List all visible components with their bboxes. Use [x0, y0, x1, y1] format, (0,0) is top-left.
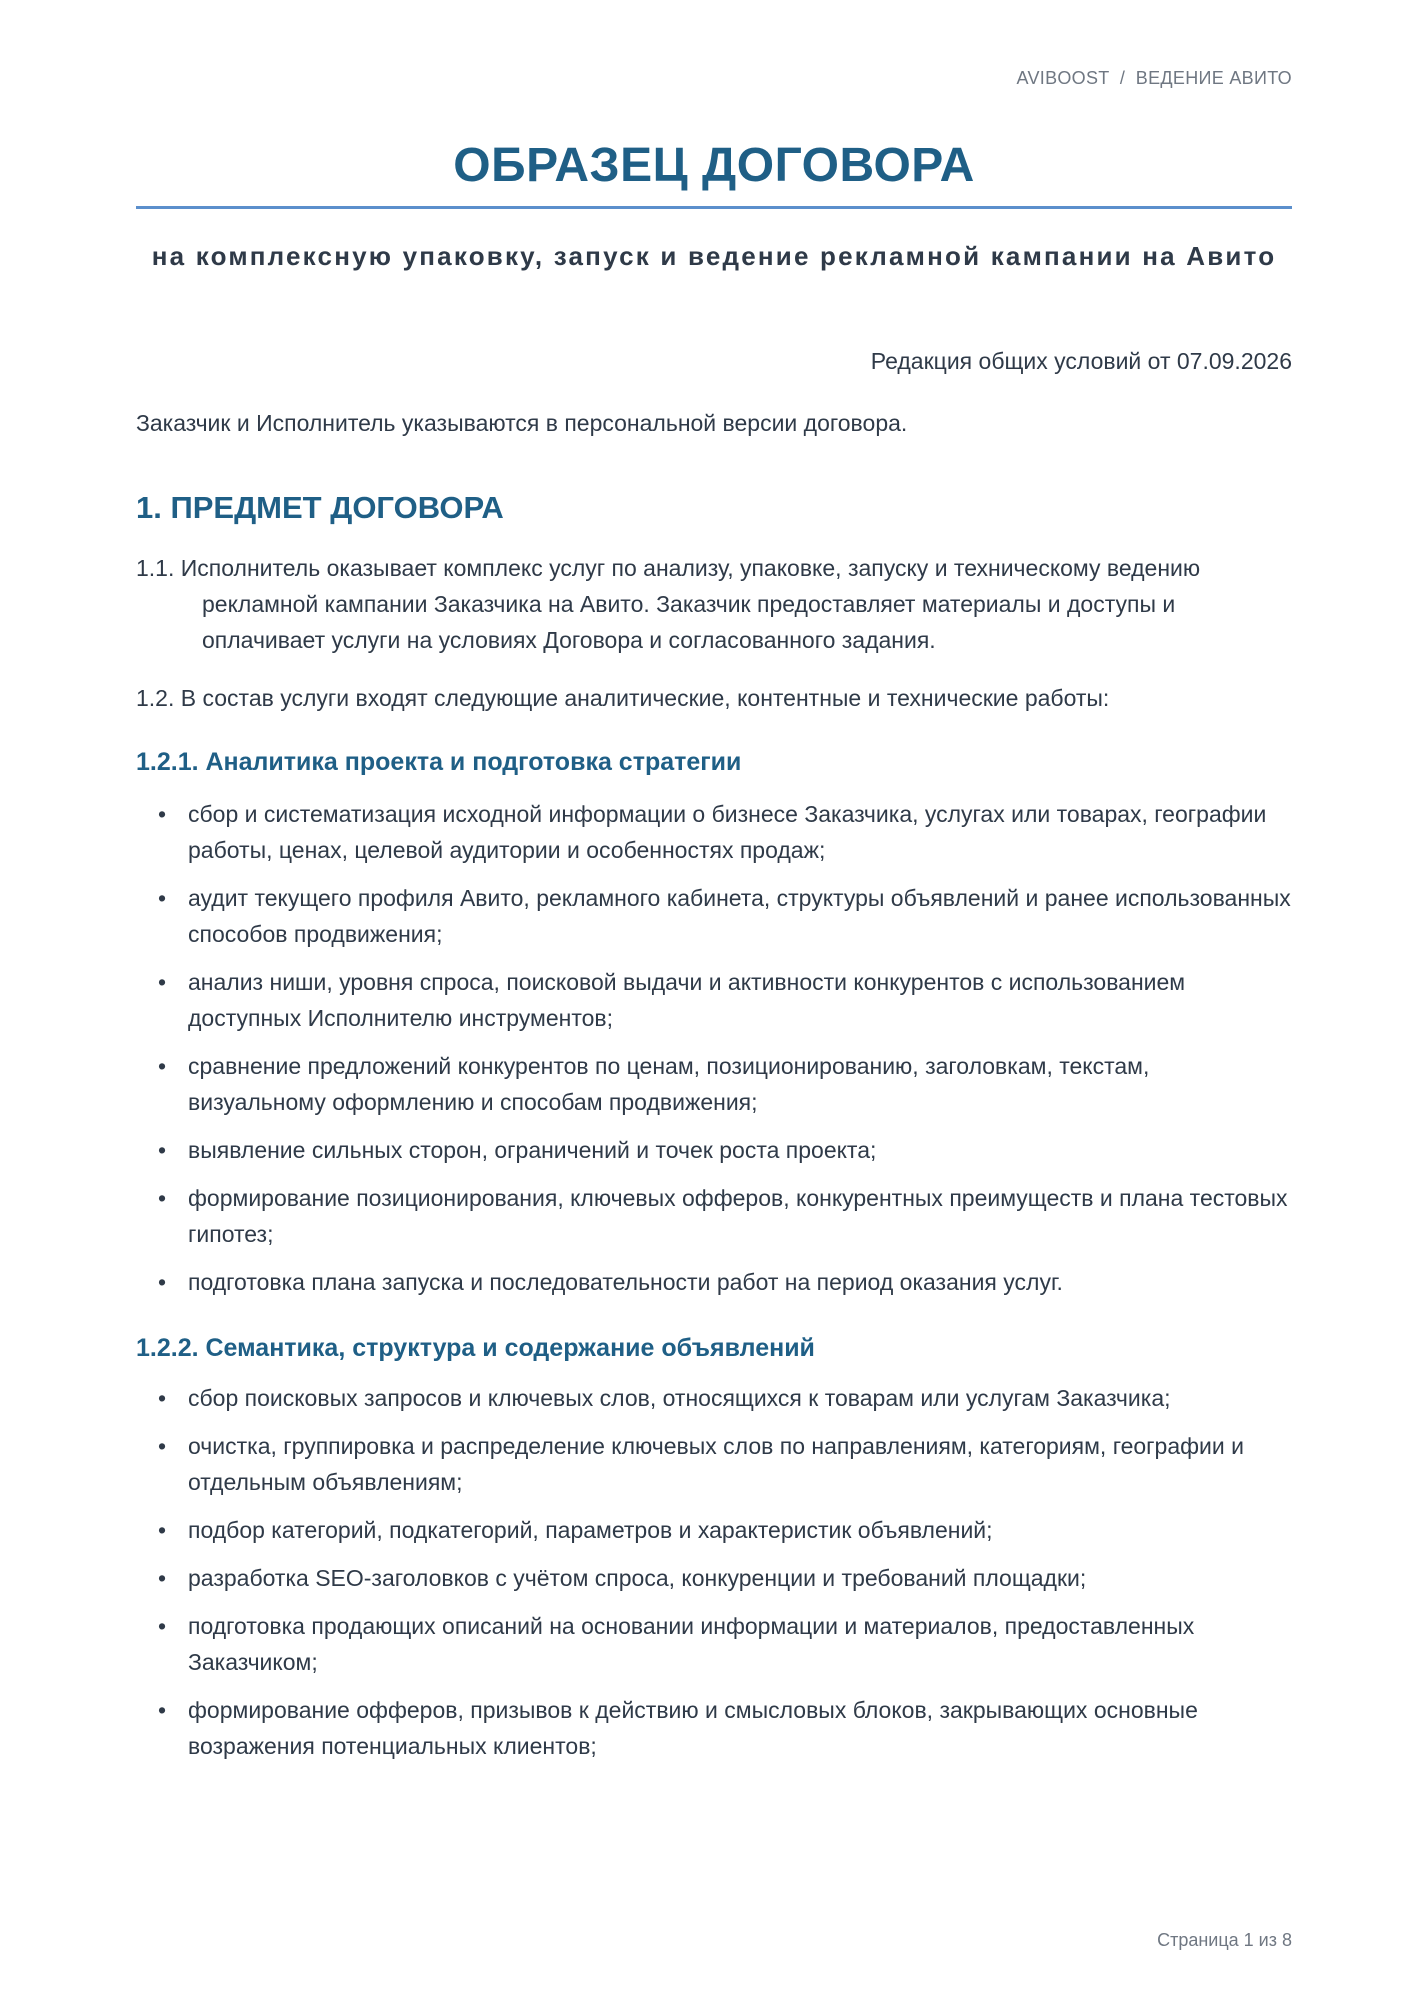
list-item-text: аудит текущего профиля Авито, рекламного кабинета, структуры объявлений и ранее использованных способов продвижения; — [188, 885, 1291, 947]
list-item — [136, 1608, 1292, 1680]
subsection-heading-analytics: 1.2.1. Аналитика проекта и подготовка стратегии — [136, 748, 742, 776]
bullet-icon: • — [158, 1613, 167, 1639]
clause-1-1 — [136, 550, 1292, 658]
header-brand: AVIBOOST — [1016, 68, 1110, 88]
list-item-text: очистка, группировка и распределение ключевых слов по направлениям, категориям, географии и отдельным объявлениям; — [188, 1433, 1244, 1495]
bullet-icon: • — [158, 969, 167, 995]
list-item-text: разработка SEO-заголовков с учётом спроса, конкуренции и требований площадки; — [188, 1565, 1087, 1591]
list-item — [136, 1512, 1292, 1548]
bullet-icon: • — [158, 1517, 167, 1543]
running-header — [1017, 68, 1293, 89]
bullet-icon: • — [158, 1269, 167, 1295]
edition-date: Редакция общих условий от 07.09.2026 — [870, 348, 1292, 374]
list-item-text: формирование позиционирования, ключевых офферов, конкурентных преимуществ и плана тестовых гипотез; — [188, 1185, 1288, 1247]
document-subtitle: на комплексную упаковку, запуск и ведение рекламной кампании на Авито — [151, 241, 1277, 271]
list-item-text: сбор и систематизация исходной информации о бизнесе Заказчика, услугах или товарах, географии работы, ценах, целевой аудитории и особенностях продаж; — [188, 801, 1267, 863]
list-item-text: формирование офферов, призывов к действию и смысловых блоков, закрывающих основные возражения потенциальных клиентов; — [188, 1697, 1198, 1759]
subsection-heading-semantics: 1.2.2. Семантика, структура и содержание объявлений — [136, 1334, 815, 1362]
list-item — [136, 1560, 1292, 1596]
bullet-icon: • — [158, 1385, 167, 1411]
list-item-text: сбор поисковых запросов и ключевых слов, относящихся к товарам или услугам Заказчика; — [188, 1385, 1171, 1411]
list-item — [136, 1428, 1292, 1500]
clause-text: Исполнитель оказывает комплекс услуг по анализу, упаковке, запуску и техническому ведению рекламной кампании Заказчика на Авито. Заказчик предоставляет материалы и доступы и оплачивает услуги на условиях Договора и согласованного задания. — [180, 555, 1201, 653]
bullet-icon: • — [158, 1185, 167, 1211]
clause-text: В состав услуги входят следующие аналитические, контентные и технические работы: — [180, 685, 1110, 711]
bullet-icon: • — [158, 1053, 167, 1079]
list-item — [136, 796, 1292, 868]
clause-number: 1.2. — [136, 685, 175, 711]
bullet-icon: • — [158, 885, 167, 911]
clause-number: 1.1. — [136, 555, 175, 581]
semantics-list — [136, 1380, 1292, 1776]
parties-note: Заказчик и Исполнитель указываются в персональной версии договора. — [136, 410, 908, 436]
list-item — [136, 964, 1292, 1036]
list-item — [136, 1048, 1292, 1120]
list-item-text: подготовка плана запуска и последовательности работ на период оказания услуг. — [188, 1269, 1063, 1295]
list-item-text: выявление сильных сторон, ограничений и точек роста проекта; — [188, 1137, 877, 1163]
list-item-text: подготовка продающих описаний на основании информации и материалов, предоставленных Заказчиком; — [188, 1613, 1195, 1675]
bullet-icon: • — [158, 1565, 167, 1591]
header-section: ВЕДЕНИЕ АВИТО — [1135, 68, 1292, 88]
page-number: Страница 1 из 8 — [1157, 1930, 1292, 1950]
header-separator: / — [1119, 68, 1126, 88]
list-item-text: сравнение предложений конкурентов по ценам, позиционированию, заголовкам, текстам, визуальному оформлению и способам продвижения; — [188, 1053, 1150, 1115]
list-item — [136, 1380, 1292, 1416]
analytics-list — [136, 796, 1292, 1312]
list-item — [136, 1692, 1292, 1764]
list-item — [136, 1180, 1292, 1252]
bullet-icon: • — [158, 801, 167, 827]
bullet-icon: • — [158, 1697, 167, 1723]
document-page — [136, 0, 1292, 2000]
clause-1-2 — [136, 680, 1292, 716]
bullet-icon: • — [158, 1433, 167, 1459]
document-title: ОБРАЗЕЦ ДОГОВОРА — [453, 139, 975, 192]
bullet-icon: • — [158, 1137, 167, 1163]
title-divider — [136, 206, 1292, 209]
list-item — [136, 880, 1292, 952]
list-item-text: подбор категорий, подкатегорий, параметров и характеристик объявлений; — [188, 1517, 993, 1543]
section-heading: 1. ПРЕДМЕТ ДОГОВОРА — [136, 490, 504, 525]
list-item — [136, 1264, 1292, 1300]
list-item-text: анализ ниши, уровня спроса, поисковой выдачи и активности конкурентов с использованием доступных Исполнителю инструментов; — [188, 969, 1186, 1031]
list-item — [136, 1132, 1292, 1168]
